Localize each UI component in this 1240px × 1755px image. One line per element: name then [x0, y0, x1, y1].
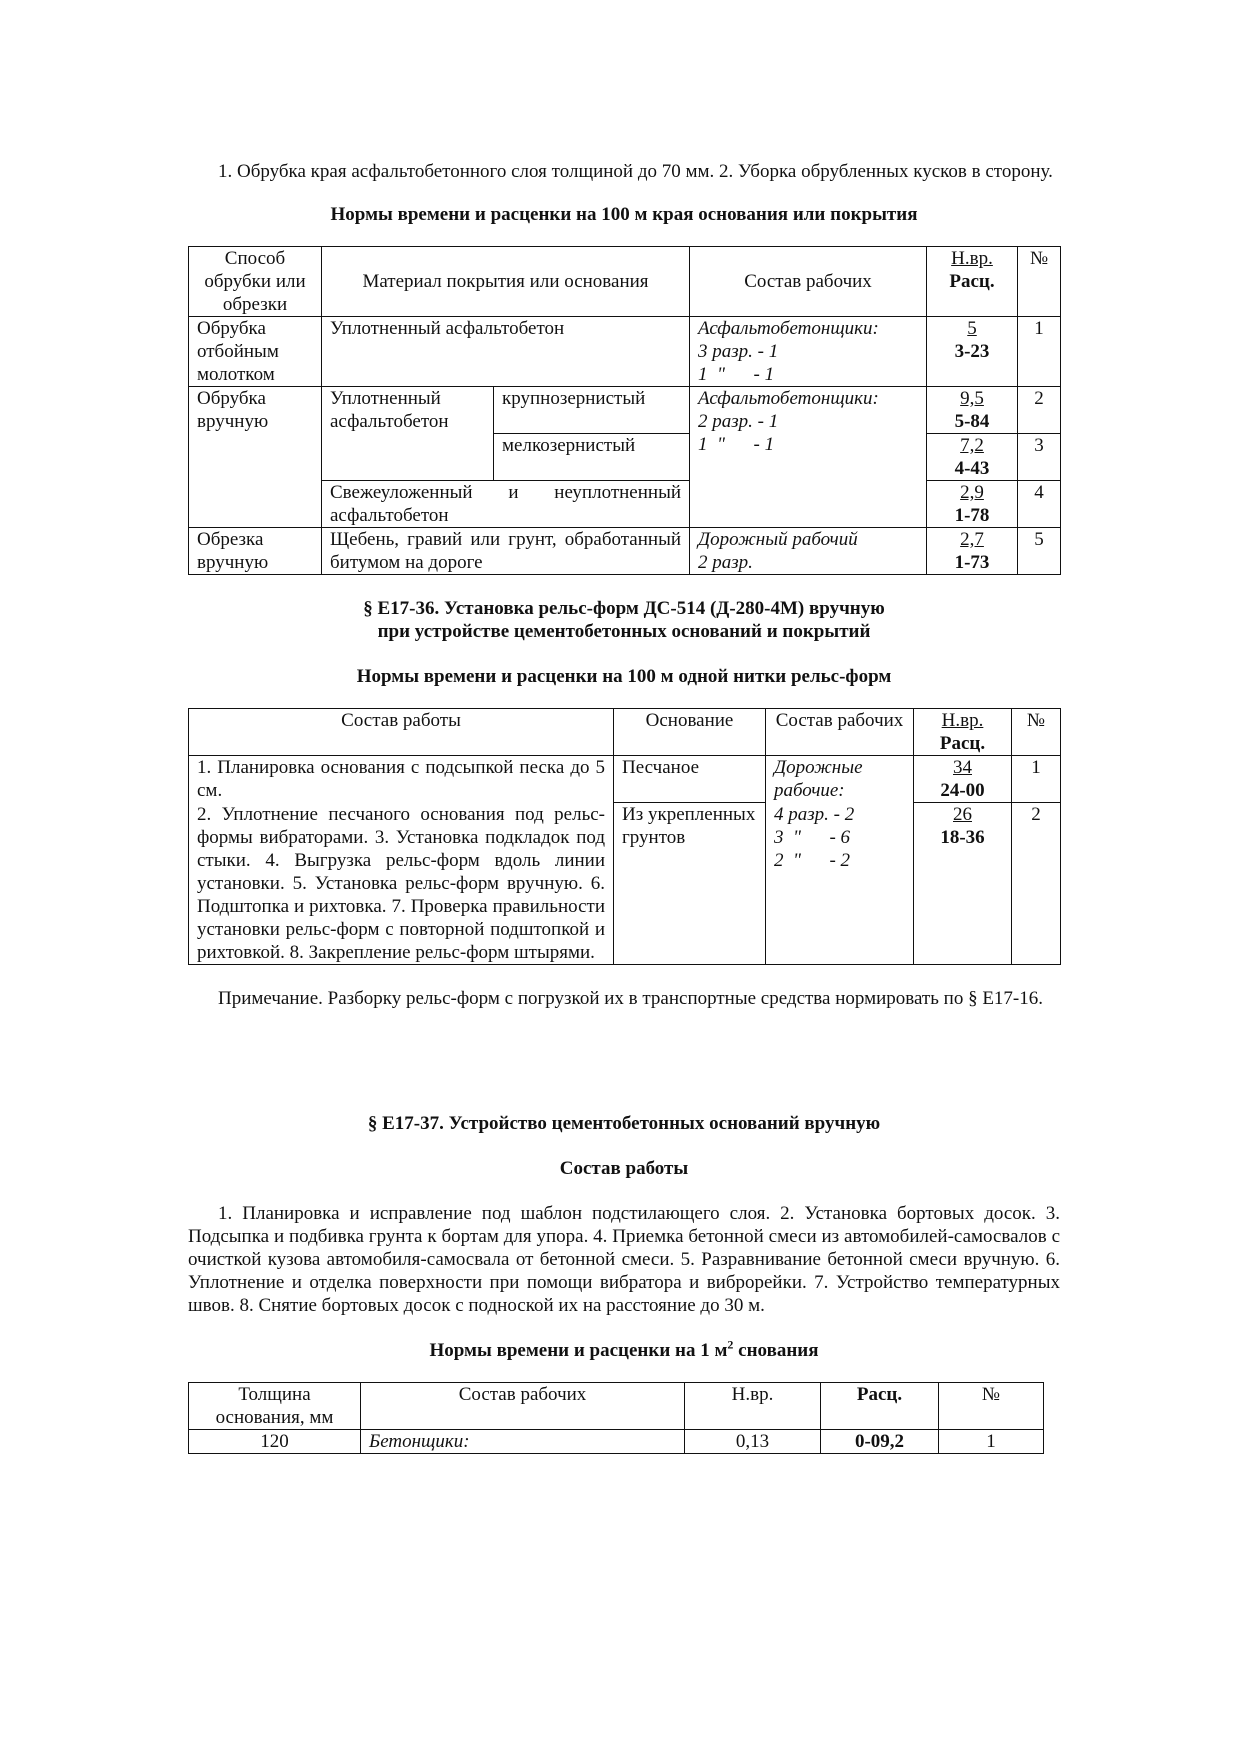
cell-method: Обрезка вручную [189, 528, 322, 575]
rate-value: 18-36 [940, 827, 985, 848]
table1-header-row [189, 247, 1061, 317]
cell-no: 4 [1018, 481, 1061, 528]
section37-subtitle: Состав работы [559, 1157, 689, 1179]
cell-norm-rate [927, 317, 1018, 387]
table3-header-row [189, 1382, 1044, 1429]
workers-line: 3 " - 6 [774, 826, 851, 848]
header-norm: Н.вр. [941, 710, 984, 731]
note-paragraph: Примечание. Разборку рельс-форм с погрузкой их в транспортные средства нормировать по § Е17-16. [218, 987, 1044, 1009]
cell-norm-rate [927, 434, 1018, 481]
header-rate: Расц. [821, 1382, 939, 1429]
cell-workers: Бетонщики: [361, 1429, 685, 1453]
norm-value: 9,5 [960, 388, 984, 409]
header-workers: Состав рабочих [361, 1382, 685, 1429]
cell-norm-rate [914, 756, 1012, 803]
intro-paragraph: 1. Обрубка края асфальтобетонного слоя толщиной до 70 мм. 2. Уборка обрубленных кусков в сторону. [218, 161, 1053, 182]
section36-title-line2: при устройстве цементобетонных оснований и покрытий [377, 621, 871, 642]
cell-norm-rate [927, 481, 1018, 528]
header-rate: Расц. [939, 733, 986, 754]
cell-base: Из укрепленных грунтов [614, 803, 766, 965]
rate-value: 4-43 [954, 458, 990, 479]
cell-material: Уплотненный асфальтобетон [322, 317, 690, 387]
table-row [189, 387, 1061, 434]
cell-norm-rate [927, 387, 1018, 434]
cell-no: 2 [1018, 387, 1061, 434]
table3-title-text-end: снования [733, 1339, 819, 1361]
table3-title-sup: 2 [727, 1337, 734, 1352]
rate-value: 1-73 [954, 552, 990, 573]
table2 [188, 708, 1061, 965]
rate-value: 24-00 [940, 780, 985, 801]
header-norm-rate [927, 247, 1018, 317]
workers-line: 4 разр. - 2 [774, 803, 855, 825]
cell-workers: Дорожные рабочие: [766, 756, 914, 803]
header-norm: Н.вр. [685, 1382, 821, 1429]
table2-title: Нормы времени и расценки на 100 м одной нитки рельс-форм [356, 666, 892, 687]
header-norm-rate [914, 709, 1012, 756]
norm-value: 2,7 [960, 529, 984, 550]
cell-workers [690, 317, 927, 387]
cell-no: 1 [939, 1429, 1044, 1453]
header-rate: Расц. [949, 271, 995, 292]
header-no: № [1012, 709, 1061, 756]
cell-norm-rate [914, 803, 1012, 965]
workers-line: 2 " - 2 [774, 849, 851, 871]
norm-value: 34 [953, 757, 972, 778]
header-work: Состав работы [189, 709, 614, 756]
header-no: № [939, 1382, 1044, 1429]
cell-work: 2. Уплотнение песчаного основания под рельс-формы вибраторами. 3. Установка подкладок под стыки. 4. Выгрузка рельс-форм вдоль линии установки. 5. Установка рельс-форм вручную. 6. Подштопка и рихтовка. 7. Проверка правильности установки рельс-форм с повторной подштопкой и рихтовкой. 8. Закрепление рельс-форм штырями. [189, 803, 614, 965]
cell-base: Песчаное [614, 756, 766, 803]
table1-title: Нормы времени и расценки на 100 м края основания или покрытия [330, 204, 918, 225]
table-row [189, 528, 1061, 575]
norm-value: 26 [953, 804, 972, 825]
table-row [189, 1429, 1044, 1453]
header-base: Основание [614, 709, 766, 756]
cell-no: 1 [1018, 317, 1061, 387]
workers-title: Асфальтобетонщики: [698, 388, 879, 409]
cell-no: 5 [1018, 528, 1061, 575]
cell-workers [690, 387, 927, 528]
table-row [189, 803, 1061, 965]
norm-value: 2,9 [960, 482, 984, 503]
header-thickness: Толщина основания, мм [189, 1382, 361, 1429]
section36-title-line1: § Е17-36. Установка рельс-форм ДС-514 (Д-280-4М) вручную [363, 598, 885, 619]
norm-value: 7,2 [960, 435, 984, 456]
table2-header-row [189, 709, 1061, 756]
table-row [189, 756, 1061, 803]
document-page [188, 160, 1060, 1454]
cell-work: 1. Планировка основания с подсыпкой песка до 5 см. [189, 756, 614, 803]
cell-norm-rate [927, 528, 1018, 575]
cell-material-sub: крупнозернистый [494, 387, 690, 434]
workers-line: 3 разр. - 1 [698, 341, 779, 362]
header-no: № [1018, 247, 1061, 317]
cell-material-sub: мелкозернистый [494, 434, 690, 481]
cell-method: Обрубка вручную [189, 387, 322, 528]
table3 [188, 1382, 1044, 1454]
workers-line: Дорожный рабочий [698, 529, 858, 550]
rate-value: 3-23 [954, 341, 990, 362]
norm-value: 5 [967, 318, 977, 339]
section37-paragraph: 1. Планировка и исправление под шаблон подстилающего слоя. 2. Установка бортовых досок. 3. Подсыпка и подбивка грунта к бортам для упора. 4. Приемка бетонной смеси из автомобилей-самосвалов с очисткой кузова автомобиля-самосвала от бетонной смеси. 5. Разравнивание бетонной смеси вручную. 6. Уплотнение и отделка поверхности при помощи вибратора и виброрейки. 7. Устройство температурных швов. 8. Снятие бортовых досок с подноской их на расстояние до 30 м. [188, 1202, 1060, 1316]
header-material: Материал покрытия или основания [322, 247, 690, 317]
rate-value: 1-78 [954, 505, 990, 526]
cell-no: 3 [1018, 434, 1061, 481]
cell-no: 2 [1012, 803, 1061, 965]
table3-title [188, 1339, 1060, 1362]
table3-title-text: Нормы времени и расценки на 1 м [429, 1339, 728, 1361]
cell-rate: 0-09,2 [821, 1429, 939, 1453]
workers-line: 2 разр. [698, 552, 753, 573]
table-row [189, 317, 1061, 387]
header-norm: Н.вр. [951, 248, 993, 269]
section37-title: § Е17-37. Устройство цементобетонных оснований вручную [367, 1112, 881, 1134]
cell-method: Обрубка отбойным молотком [189, 317, 322, 387]
cell-material: Уплотненный асфальтобетон [322, 387, 494, 481]
workers-line: 2 разр. - 1 [698, 411, 779, 432]
workers-line: 1 " - 1 [698, 364, 775, 385]
header-workers: Состав рабочих [690, 247, 927, 317]
table1 [188, 246, 1061, 575]
workers-title: Асфальтобетонщики: [698, 318, 879, 339]
cell-thickness: 120 [189, 1429, 361, 1453]
header-method: Способ обрубки или обрезки [189, 247, 322, 317]
rate-value: 5-84 [954, 411, 990, 432]
cell-workers [766, 803, 914, 965]
cell-material: Щебень, гравий или грунт, обработанный битумом на дороге [322, 528, 690, 575]
header-workers: Состав рабочих [766, 709, 914, 756]
cell-workers [690, 528, 927, 575]
cell-no: 1 [1012, 756, 1061, 803]
cell-material: Свежеуложенный и неуплотненный асфальтобетон [322, 481, 690, 528]
cell-norm: 0,13 [685, 1429, 821, 1453]
workers-line: 1 " - 1 [698, 434, 775, 455]
